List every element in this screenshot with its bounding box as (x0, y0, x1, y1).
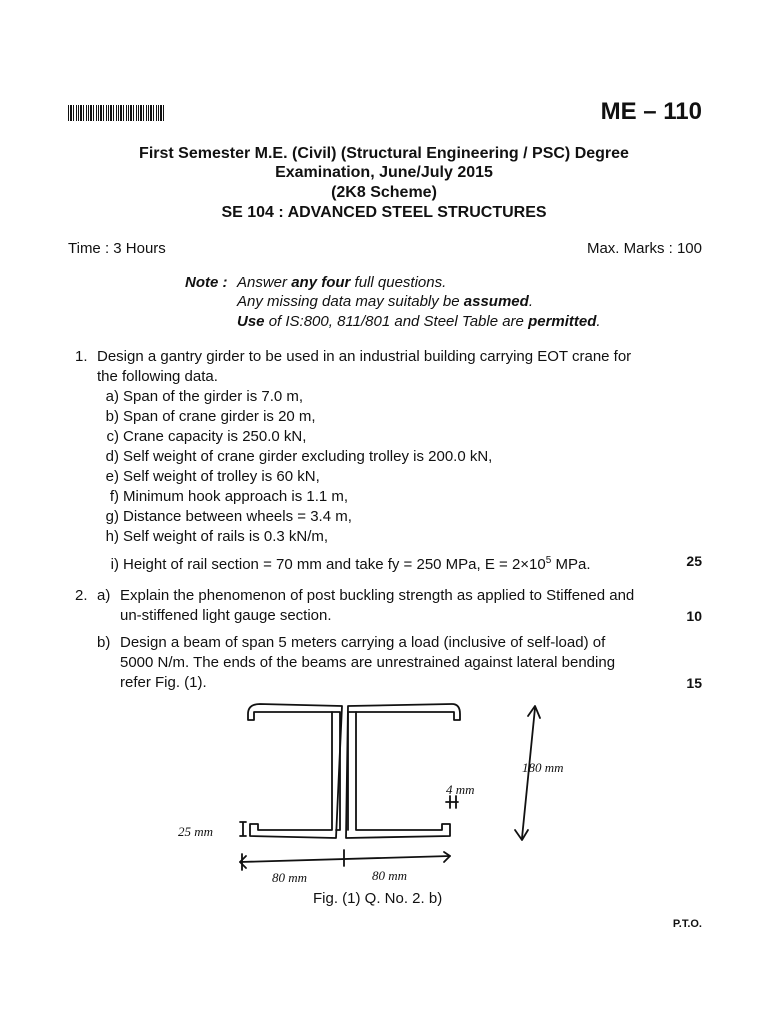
exam-scheme: (2K8 Scheme) (331, 184, 437, 201)
q1-item-label: b) (105, 408, 119, 425)
q1-item-label: d) (105, 448, 119, 465)
width-dimension-line (240, 856, 450, 862)
q1-intro-line1: Design a gantry girder to be used in an industrial building carrying EOT crane for (97, 348, 632, 365)
q1-item (97, 387, 492, 407)
q2b-label: b) (97, 634, 111, 651)
q1-item (97, 527, 492, 547)
lip-dimension-mark (240, 822, 246, 836)
q1-item-text: Span of crane girder is 20 m, (123, 408, 316, 425)
q2a-line1: Explain the phenomenon of post buckling strength as applied to Stiffened and (120, 587, 635, 604)
exam-title-line1: First Semester M.E. (Civil) (Structural Engineering / PSC) Degree (139, 145, 629, 162)
q1-item (97, 407, 492, 427)
q1-item-text: Span of the girder is 7.0 m, (123, 388, 304, 405)
q2b-line3: refer Fig. (1). (120, 674, 207, 691)
q2a-label: a) (97, 587, 111, 604)
q1-item-text: Crane capacity is 250.0 kN, (123, 428, 307, 445)
note-line2: Any missing data may suitably be assumed. (237, 293, 533, 310)
q2a-line2: un-stiffened light gauge section. (120, 607, 332, 624)
max-marks: Max. Marks : 100 (586, 240, 702, 257)
q1-item-i: i) Height of rail section = 70 mm and take fy = 250 MPa, $E = 2\times 10^5$ MPa. (110, 555, 591, 573)
q1-items (97, 387, 492, 547)
q2a-marks: 10 (686, 608, 702, 624)
page-turn-note: P.T.O. (672, 918, 702, 930)
q1-item-label: h) (105, 528, 119, 545)
q1-marks: 25 (686, 553, 702, 569)
thickness-dimension-mark (446, 796, 458, 808)
q1-item-text: Self weight of crane girder excluding trolley is 200.0 kN, (123, 448, 493, 465)
dim-label-width-right: 80 mm (372, 868, 408, 883)
q1-item-text: Distance between wheels = 3.4 m, (123, 508, 352, 525)
q1-item-text: Minimum hook approach is 1.1 m, (123, 488, 349, 505)
left-channel-outline (248, 704, 342, 838)
paper-code: ME – 110 (600, 98, 702, 125)
exam-title-line2: Examination, June/July 2015 (275, 164, 493, 181)
q1-item (97, 507, 492, 527)
q1-item (97, 487, 492, 507)
q1-item-label: e) (105, 468, 119, 485)
note-line3: Use of IS:800, 811/801 and Steel Table are permitted. (237, 313, 601, 330)
q1-item-label: c) (106, 428, 119, 445)
dim-label-lip: 25 mm (178, 824, 214, 839)
barcode (68, 105, 164, 121)
note-line1: Answer any four full questions. (237, 274, 447, 291)
dim-label-height: 180 mm (522, 760, 564, 775)
q1-item-text: Self weight of trolley is 60 kN, (123, 468, 320, 485)
q1-item-text: Self weight of rails is 0.3 kN/m, (123, 528, 329, 545)
q1-item-label: a) (105, 388, 119, 405)
dim-label-width-left: 80 mm (272, 870, 308, 885)
q1-item (97, 467, 492, 487)
q2b-marks: 15 (686, 675, 702, 691)
right-channel-outline (346, 704, 460, 838)
q1-item (97, 447, 492, 467)
note-label: Note : (185, 274, 228, 291)
beam-section-figure (160, 690, 600, 890)
q2b-line2: 5000 N/m. The ends of the beams are unrestrained against lateral bending (120, 654, 616, 671)
dim-label-thickness: 4 mm (446, 782, 475, 797)
figure-caption: Fig. (1) Q. No. 2. b) (313, 890, 443, 907)
q2-number: 2. (75, 587, 88, 604)
q1-item (97, 427, 492, 447)
time-limit: Time : 3 Hours (68, 240, 166, 257)
subject-title: SE 104 : ADVANCED STEEL STRUCTURES (221, 204, 547, 221)
q1-number: 1. (75, 348, 88, 365)
q1-item-label: g) (105, 508, 119, 525)
q1-item-label: f) (109, 488, 119, 505)
q2b-line1: Design a beam of span 5 meters carrying a load (inclusive of self-load) of (120, 634, 606, 651)
q1-intro-line2: the following data. (97, 368, 218, 385)
